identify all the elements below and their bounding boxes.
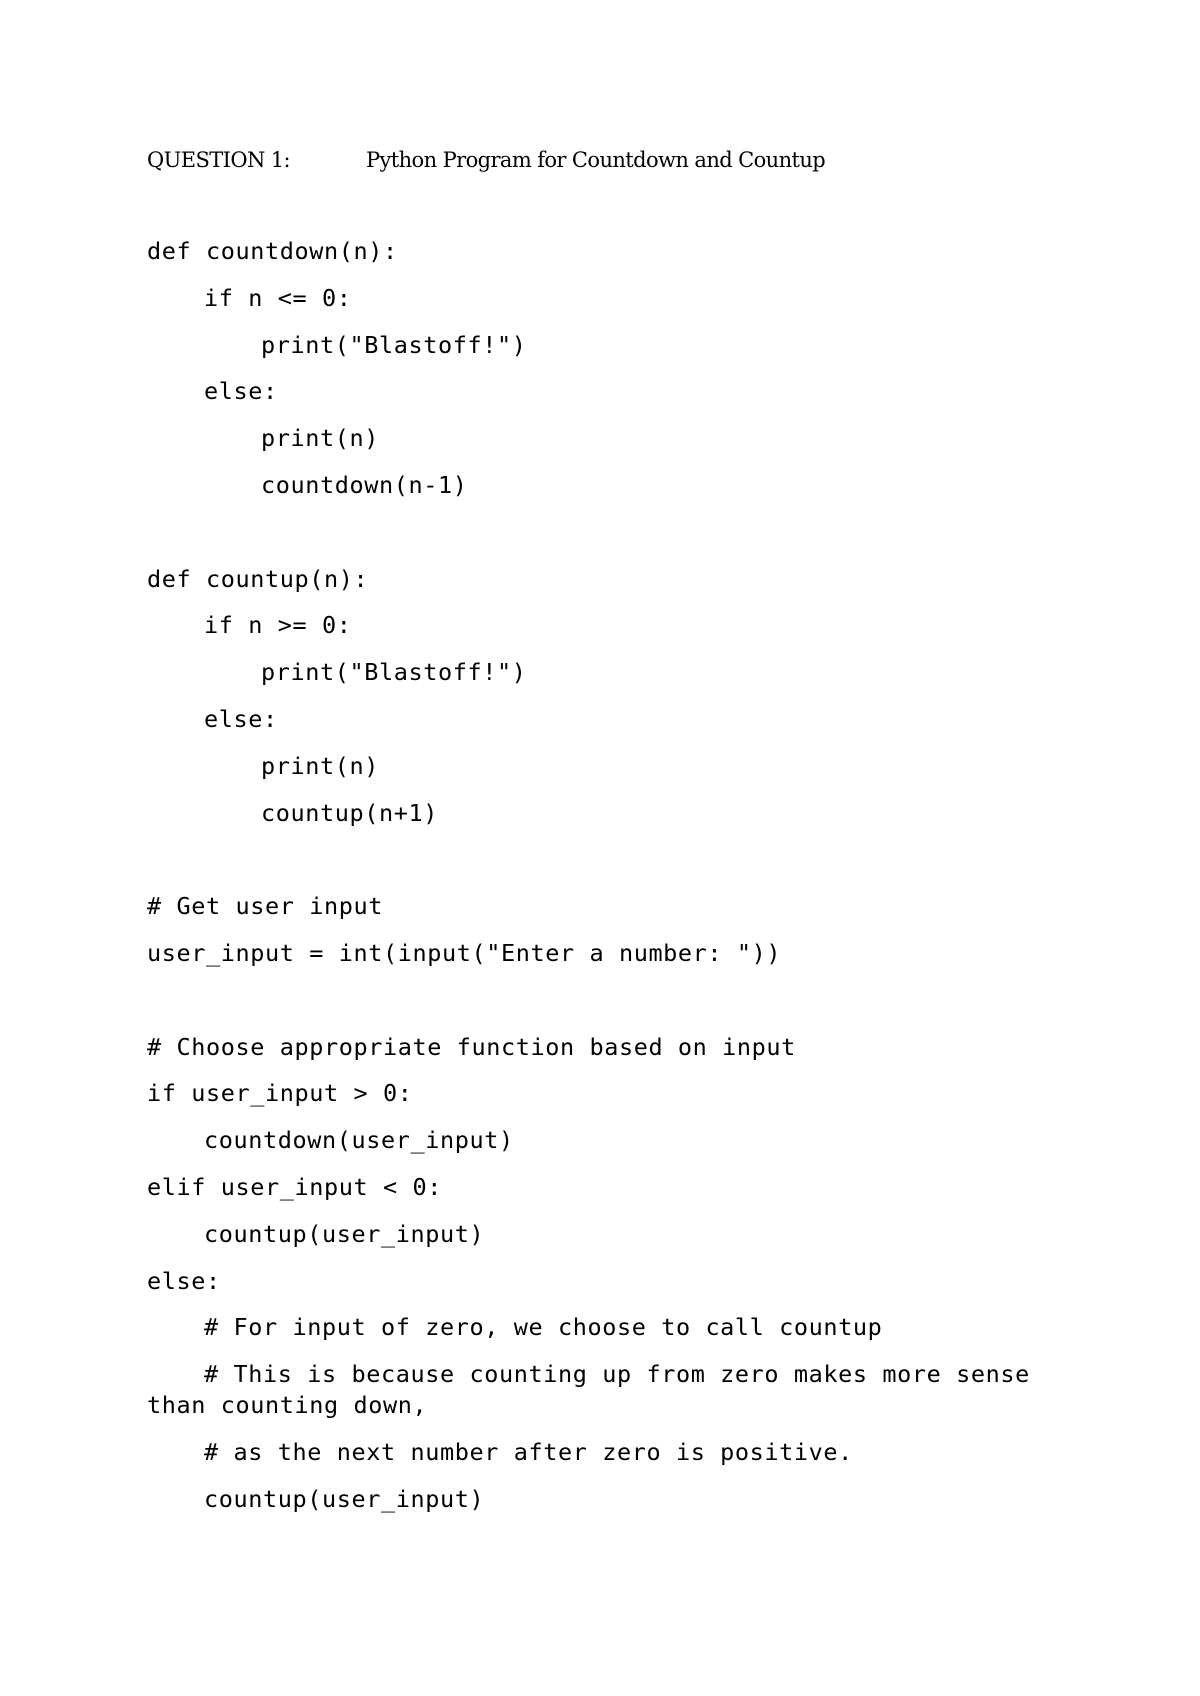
code-line: else:	[204, 704, 278, 733]
code-line: countup(n+1)	[261, 798, 438, 827]
code-comment-wrapped	[147, 1359, 1047, 1437]
code-line: if n >= 0:	[204, 611, 352, 640]
code-comment: # Get user input	[147, 892, 383, 921]
code-line: countdown(user_input)	[204, 1126, 514, 1155]
code-line: print(n)	[261, 751, 379, 780]
code-line: elif user_input < 0:	[147, 1172, 442, 1201]
code-comment: # Choose appropriate function based on input	[147, 1032, 796, 1061]
code-line: def countdown(n):	[147, 237, 398, 265]
code-line: if user_input > 0:	[147, 1079, 413, 1108]
code-line: countup(user_input)	[204, 1484, 485, 1513]
code-line: else:	[204, 377, 278, 406]
code-line: else:	[147, 1266, 221, 1295]
code-line: def countup(n):	[147, 564, 369, 593]
code-block	[147, 236, 1047, 1531]
code-line: countdown(n-1)	[261, 470, 468, 499]
code-line: if n <= 0:	[204, 283, 352, 312]
code-comment-continuation: than counting down,	[147, 1391, 428, 1420]
blank-line	[147, 517, 1047, 564]
question-label: QUESTION 1:	[147, 148, 291, 172]
code-line: print("Blastoff!")	[261, 330, 527, 359]
code-comment: # as the next number after zero is positive.	[204, 1438, 853, 1467]
code-comment: # For input of zero, we choose to call countup	[204, 1313, 883, 1342]
code-line: countup(user_input)	[204, 1219, 485, 1248]
code-comment: # This is because counting up from zero makes more sense	[204, 1360, 1030, 1389]
question-title: Python Program for Countdown and Countup	[366, 148, 826, 172]
code-line: print(n)	[261, 424, 379, 453]
blank-line	[147, 844, 1047, 891]
code-line: print("Blastoff!")	[261, 658, 527, 687]
code-line: user_input = int(input("Enter a number: "))	[147, 938, 782, 967]
blank-line	[147, 985, 1047, 1032]
